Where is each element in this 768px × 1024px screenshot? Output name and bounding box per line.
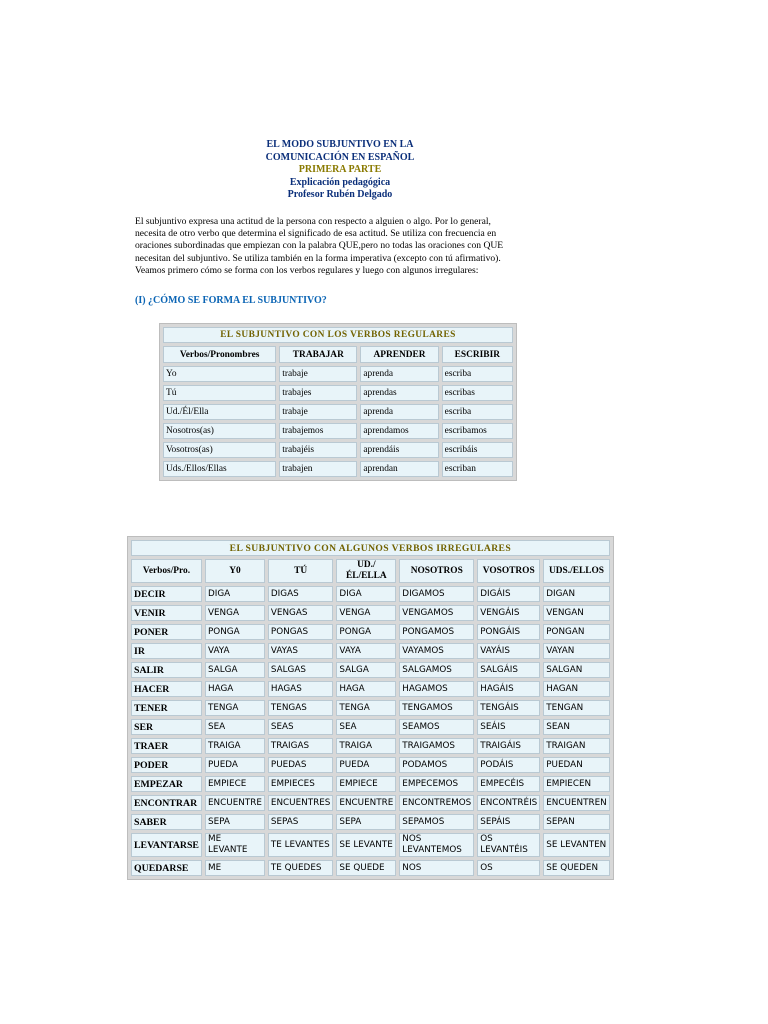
table-cell: HAGAMOS [399,681,474,697]
table-cell: escribáis [442,442,513,458]
table-cell: PODÁIS [477,757,540,773]
table-cell: ENCONTRÉIS [477,795,540,811]
table-row [131,814,610,830]
verb-cell: HACER [131,681,202,697]
intro-line: necesita de otro verbo que determina el significado de esa actitud. Se utiliza con frecuencia en [135,228,497,240]
table-cell: PUEDAS [268,757,334,773]
table-cell: SALGA [205,662,265,678]
table-cell: VENGA [336,605,396,621]
table-cell: DIGA [336,586,396,602]
table-cell: SEAMOS [399,719,474,735]
table-cell: SE LEVANTE [336,833,396,857]
table-row [131,719,610,735]
table-cell: OS LEVANTÉIS [477,833,540,857]
table-cell: EMPIECE [336,776,396,792]
column-header: APRENDER [360,346,438,363]
table-cell: trabajemos [279,423,357,439]
table-cell: TRAIGAN [543,738,609,754]
table-cell: SEA [205,719,265,735]
table-cell: TENGÁIS [477,700,540,716]
table-cell: PONGAN [543,624,609,640]
table-cell: VENGÁIS [477,605,540,621]
column-header: Verbos/Pro. [131,559,202,583]
table-cell: OS [477,860,540,876]
table-cell: HAGAN [543,681,609,697]
header-row [131,559,610,583]
irregular-verbs-table [127,536,614,880]
table-cell: NOS [399,860,474,876]
table-row [131,700,610,716]
column-header: Y0 [205,559,265,583]
table-cell: escribas [442,385,513,401]
table-cell: TRAIGAS [268,738,334,754]
table-row [131,833,610,857]
column-header: NOSOTROS [399,559,474,583]
pronoun-cell: Uds./Ellos/Ellas [163,461,276,477]
table-cell: aprenda [360,404,438,420]
table-cell: TENGA [205,700,265,716]
table-cell: trabaje [279,366,357,382]
pronoun-cell: Tú [163,385,276,401]
table-cell: ME LEVANTE [205,833,265,857]
verb-cell: SER [131,719,202,735]
table-cell: DIGÁIS [477,586,540,602]
table-cell: aprendáis [360,442,438,458]
table-row [163,423,513,439]
table-cell: ENCONTREMOS [399,795,474,811]
table-cell: TRAIGA [205,738,265,754]
table-cell: VENGAMOS [399,605,474,621]
column-header: TRABAJAR [279,346,357,363]
table-cell: SEPA [205,814,265,830]
table-cell: HAGA [205,681,265,697]
table-cell: PONGAS [268,624,334,640]
verb-cell: QUEDARSE [131,860,202,876]
table-cell: TENGAS [268,700,334,716]
pronoun-cell: Ud./Él/Ella [163,404,276,420]
table-cell: SALGAN [543,662,609,678]
verb-cell: DECIR [131,586,202,602]
column-header: ESCRIBIR [442,346,513,363]
table-cell: EMPIECE [205,776,265,792]
table-cell: PUEDA [336,757,396,773]
table-cell: EMPIECEN [543,776,609,792]
table-cell: ENCUENTREN [543,795,609,811]
table-cell: HAGAS [268,681,334,697]
table-cell: VENGAS [268,605,334,621]
intro-line: necesitan del subjuntivo. Se utiliza también en la forma imperativa (excepto con tú afirmativo). [135,252,501,264]
table-cell: aprenda [360,366,438,382]
table-cell: EMPIECES [268,776,334,792]
table-cell: SALGA [336,662,396,678]
table-cell: SEPAS [268,814,334,830]
table-cell: SEPA [336,814,396,830]
table-cell: trabajes [279,385,357,401]
column-header: TÚ [268,559,334,583]
table-cell: trabaje [279,404,357,420]
verb-cell: SABER [131,814,202,830]
table-row [131,586,610,602]
table-cell: SALGAS [268,662,334,678]
table-cell: SE QUEDE [336,860,396,876]
column-header: UDS./ELLOS [543,559,609,583]
pronoun-cell: Yo [163,366,276,382]
document-title [200,139,480,202]
table-cell: DIGAN [543,586,609,602]
table-cell: NOS LEVANTEMOS [399,833,474,857]
table-cell: SALGAMOS [399,662,474,678]
verb-cell: TRAER [131,738,202,754]
title-line-5: Profesor Rubén Delgado [287,189,393,200]
table-cell: PUEDA [205,757,265,773]
title-line-1: EL MODO SUBJUNTIVO EN LA [266,139,414,150]
table-cell: TRAIGAMOS [399,738,474,754]
table-cell: VAYAN [543,643,609,659]
table-row [163,404,513,420]
intro-paragraph [135,216,535,277]
table-cell: TRAIGÁIS [477,738,540,754]
table-row [163,385,513,401]
verb-cell: PODER [131,757,202,773]
table-cell: VAYAS [268,643,334,659]
column-header: UD./ÉL/ELLA [336,559,396,583]
table-cell: VENGA [205,605,265,621]
table-cell: DIGAS [268,586,334,602]
verb-cell: PONER [131,624,202,640]
table-cell: VAYÁIS [477,643,540,659]
table-cell: PONGA [336,624,396,640]
table-cell: DIGAMOS [399,586,474,602]
table-cell: trabajéis [279,442,357,458]
table-caption: EL SUBJUNTIVO CON ALGUNOS VERBOS IRREGULARES [131,540,610,556]
pronoun-cell: Nosotros(as) [163,423,276,439]
table-cell: VENGAN [543,605,609,621]
table-cell: VAYAMOS [399,643,474,659]
pronoun-cell: Vosotros(as) [163,442,276,458]
table-cell: PODAMOS [399,757,474,773]
table-cell: SEÁIS [477,719,540,735]
table-cell: PONGA [205,624,265,640]
table-cell: SEPÁIS [477,814,540,830]
title-line-2: COMUNICACIÓN EN ESPAÑOL [265,151,415,163]
table-cell: SEAN [543,719,609,735]
table-cell: SEPAN [543,814,609,830]
table-cell: PUEDAN [543,757,609,773]
table-cell: TRAIGA [336,738,396,754]
table-cell: HAGA [336,681,396,697]
table-cell: VAYA [205,643,265,659]
table-row [131,860,610,876]
verb-cell: EMPEZAR [131,776,202,792]
table-cell: PONGÁIS [477,624,540,640]
table-cell: SE LEVANTEN [543,833,609,857]
table-cell: SEAS [268,719,334,735]
table-cell: TENGA [336,700,396,716]
table-cell: ENCUENTRE [205,795,265,811]
table-row [131,643,610,659]
table-cell: TENGAN [543,700,609,716]
table-cell: ENCUENTRES [268,795,334,811]
table-cell: ME [205,860,265,876]
title-line-4: Explicación pedagógica [289,176,391,188]
table-cell: escriban [442,461,513,477]
table-cell: TE LEVANTES [268,833,334,857]
table-cell: SALGÁIS [477,662,540,678]
table-row [163,366,513,382]
table-cell: escriba [442,404,513,420]
intro-line: oraciones subordinadas que empiezan con la palabra QUE,pero no todas las oraciones con QUE [135,240,504,252]
table-cell: escriba [442,366,513,382]
table-cell: TE QUEDES [268,860,334,876]
table-cell: SEA [336,719,396,735]
verb-cell: IR [131,643,202,659]
table-cell: SEPAMOS [399,814,474,830]
verb-cell: ENCONTRAR [131,795,202,811]
table-cell: TENGAMOS [399,700,474,716]
table-cell: EMPECEMOS [399,776,474,792]
table-cell: PONGAMOS [399,624,474,640]
table-row [163,442,513,458]
table-row [131,662,610,678]
table-row [131,738,610,754]
table-cell: trabajen [279,461,357,477]
table-row [131,795,610,811]
verb-cell: VENIR [131,605,202,621]
verb-cell: LEVANTARSE [131,833,202,857]
table-cell: EMPECÉIS [477,776,540,792]
verb-cell: SALIR [131,662,202,678]
table-cell: aprendan [360,461,438,477]
table-cell: ENCUENTRE [336,795,396,811]
section-heading: (I) ¿CÓMO SE FORMA EL SUBJUNTIVO? [135,295,327,306]
table-cell: escribamos [442,423,513,439]
column-header: Verbos/Pronombres [163,346,276,363]
table-cell: VAYA [336,643,396,659]
table-cell: HAGÁIS [477,681,540,697]
verb-cell: TENER [131,700,202,716]
table-row [131,624,610,640]
table-cell: aprendas [360,385,438,401]
table-row [131,681,610,697]
table-row [131,605,610,621]
table-row [131,757,610,773]
table-cell: SE QUEDEN [543,860,609,876]
table-row [131,776,610,792]
table-caption: EL SUBJUNTIVO CON LOS VERBOS REGULARES [163,327,513,343]
intro-line: El subjuntivo expresa una actitud de la persona con respecto a alguien o algo. Por lo general, [135,216,491,227]
table-row [163,461,513,477]
intro-line: Veamos primero cómo se forma con los verbos regulares y luego con algunos irregulares: [135,264,479,276]
title-line-3: PRIMERA PARTE [298,164,382,175]
column-header: VOSOTROS [477,559,540,583]
table-cell: DIGA [205,586,265,602]
regular-verbs-table [159,323,517,481]
header-row [163,346,513,363]
table-cell: aprendamos [360,423,438,439]
